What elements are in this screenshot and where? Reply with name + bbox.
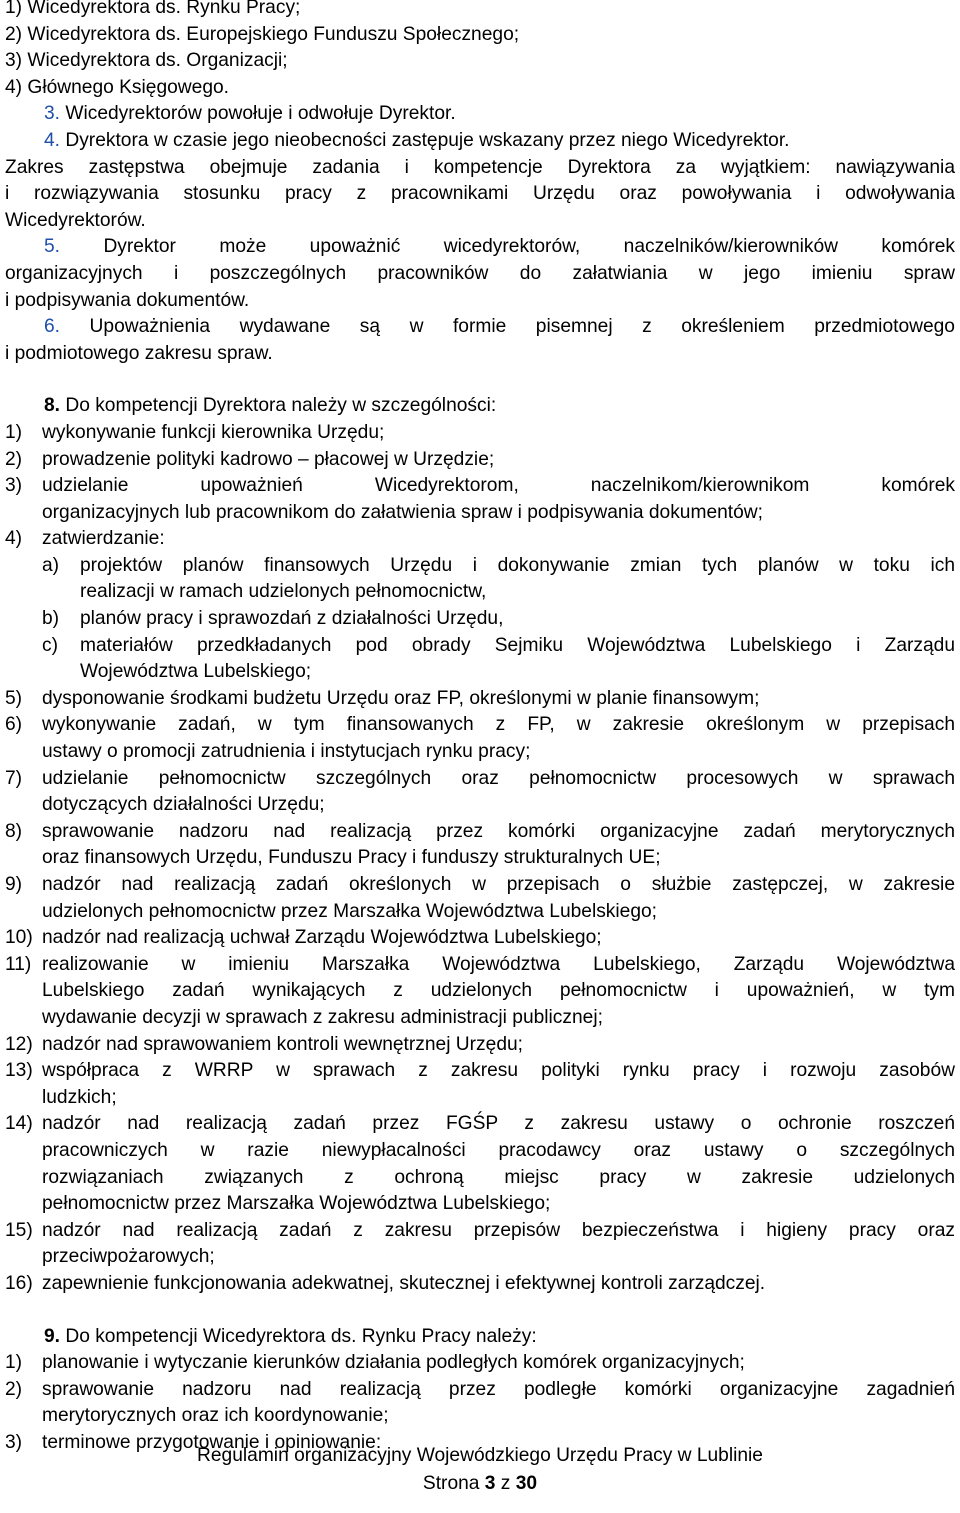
paragraph-3 [5, 101, 955, 128]
list-item: 2) Wicedyrektora ds. Europejskiego Funduszu Społecznego; [5, 23, 520, 45]
paragraph-number: 5. [44, 236, 61, 258]
page-number: Strona 3 z 30 [422, 1473, 538, 1494]
section-8-heading [5, 393, 955, 420]
list-item: 7) udzielanie pełnomocnictw szczególnych oraz pełnomocnictw procesowych w sprawach dotyczących działalności Urzędu; [5, 767, 955, 816]
section-9-list [5, 1350, 955, 1456]
current-page: 3 [484, 1473, 496, 1494]
sub-list-item: b) planów pracy i sprawozdań z działalności Urzędu, [42, 608, 504, 630]
paragraph-number: 4. [44, 129, 61, 151]
list-item: 16) zapewnienie funkcjonowania adekwatnej, skutecznej i efektywnej kontroli zarządczej. [5, 1272, 766, 1294]
list-item: 1) planowanie i wytyczanie kierunków działania podległych komórek organizacyjnych; [5, 1352, 745, 1374]
list-item: 2) sprawowanie nadzoru nad realizacją przez podległe komórki organizacyjne zagadnień merytorycznych oraz ich koordynowanie; [5, 1378, 955, 1427]
list-item: 4) zatwierdzanie: [5, 528, 165, 550]
paragraph-number: 6. [44, 316, 61, 338]
paragraph-line: i rozwiązywania stosunku pracy z pracownikami Urzędu oraz powoływania i odwoływania [5, 183, 955, 205]
total-pages: 30 [515, 1473, 538, 1494]
list-item: 12) nadzór nad sprawowaniem kontroli wewnętrznej Urzędu; [5, 1033, 523, 1055]
paragraph-4 [5, 128, 955, 155]
section-heading-text: Do kompetencji Dyrektora należy w szczególności: [65, 395, 497, 417]
paragraph-line: i podmiotowego zakresu spraw. [5, 342, 273, 364]
list-item: 9) nadzór nad realizacją zadań określonych w przepisach o służbie zastępczej, w zakresie udzielonych pełnomocnictw przez Marszałka Województwa Lubelskiego; [5, 874, 955, 922]
list-item: 11) realizowanie w imieniu Marszałka Województwa Lubelskiego, Zarządu Województwa Lubelskiego zadań wynikających z udzielonych pełnomocnictw i upoważnień, w tym wydawanie decyzji w sprawach z zakresu administracji publicznej; [5, 953, 955, 1028]
sub-list-item: c) materiałów przedkładanych pod obrady Sejmiku Województwa Lubelskiego i Zarządu Województwa Lubelskiego; [42, 634, 955, 683]
list-item: 3) Wicedyrektora ds. Organizacji; [5, 50, 288, 72]
list-item: 14) nadzór nad realizacją zadań przez FGŚP z zakresu ustawy o ochronie roszczeń pracowniczych w razie niewypłacalności pracodawcy oraz ustawy o szczególnych rozwiązaniach związanych z ochroną miejsc pracy w zakresie udzielonych pełnomocnictw przez Marszałka Województwa Lubelskiego; [5, 1113, 955, 1215]
section-number: 8. [44, 395, 61, 417]
paragraph-6 [5, 314, 955, 341]
list-item: 13) współpraca z WRRP w sprawach z zakresu polityki rynku pracy i rozwoju zasobów ludzkich; [5, 1060, 955, 1108]
list-item: 10) nadzór nad realizacją uchwał Zarządu Województwa Lubelskiego; [5, 927, 602, 949]
list-item: 8) sprawowanie nadzoru nad realizacją przez komórki organizacyjne zadań merytorycznych oraz finansowych Urzędu, Funduszu Pracy i funduszy strukturalnych UE; [5, 820, 955, 869]
section-heading-text: Do kompetencji Wicedyrektora ds. Rynku Pracy należy: [65, 1325, 537, 1347]
section-9-heading [5, 1324, 955, 1351]
paragraph-text: Upoważnienia wydawane są w formie pisemnej z określeniem przedmiotowego [89, 316, 955, 338]
section-number: 9. [44, 1325, 61, 1347]
paragraph-line: Zakres zastępstwa obejmuje zadania i kompetencje Dyrektora za wyjątkiem: nawiązywania [5, 156, 955, 178]
paragraph-text: Wicedyrektorów powołuje i odwołuje Dyrektor. [65, 103, 456, 125]
list-item: 3) terminowe przygotowanie i opiniowanie: [5, 1431, 382, 1453]
list-item: 15) nadzór nad realizacją zadań z zakresu przepisów bezpieczeństwa i higieny pracy oraz przeciwpożarowych; [5, 1219, 955, 1268]
paragraph-text: Dyrektora w czasie jego nieobecności zastępuje wskazany przez niego Wicedyrektor. [65, 129, 790, 151]
footer-title: Regulamin organizacyjny Wojewódzkiego Urzędu Pracy w Lublinie [197, 1445, 763, 1466]
paragraph-line: organizacyjnych i poszczególnych pracowników do załatwiania w jego imieniu spraw [5, 262, 955, 284]
list-item: 2) prowadzenie polityki kadrowo – płacowej w Urzędzie; [5, 448, 495, 470]
paragraph-5 [5, 234, 955, 261]
sub-list-item: a) projektów planów finansowych Urzędu i dokonywanie zmian tych planów w toku ich realizacji w ramach udzielonych pełnomocnictw, [42, 554, 955, 603]
paragraph-number: 3. [44, 103, 61, 125]
document-body [5, 0, 955, 1456]
list-item: 6) wykonywanie zadań, w tym finansowanych z FP, w zakresie określonym w przepisach ustawy o promocji zatrudnienia i instytucjach rynku pracy; [5, 714, 955, 763]
list-item: 3) udzielanie upoważnień Wicedyrektorom, naczelnikom/kierownikom komórek organizacyjnych lub pracownikom do załatwienia spraw i podpisywania dokumentów; [5, 475, 955, 523]
paragraph-line: Wicedyrektorów. [5, 209, 146, 231]
list-item: 1) wykonywanie funkcji kierownika Urzędu; [5, 421, 385, 443]
list-item: 4) Głównego Księgowego. [5, 76, 229, 98]
list-item: 5) dysponowanie środkami budżetu Urzędu oraz FP, określonymi w planie finansowym; [5, 687, 760, 709]
paragraph-line: i podpisywania dokumentów. [5, 289, 250, 311]
paragraph-text: Dyrektor może upoważnić wicedyrektorów, naczelników/kierowników komórek [103, 236, 955, 258]
section-8-list [5, 420, 955, 1298]
list-item: 1) Wicedyrektora ds. Rynku Pracy; [5, 0, 301, 18]
